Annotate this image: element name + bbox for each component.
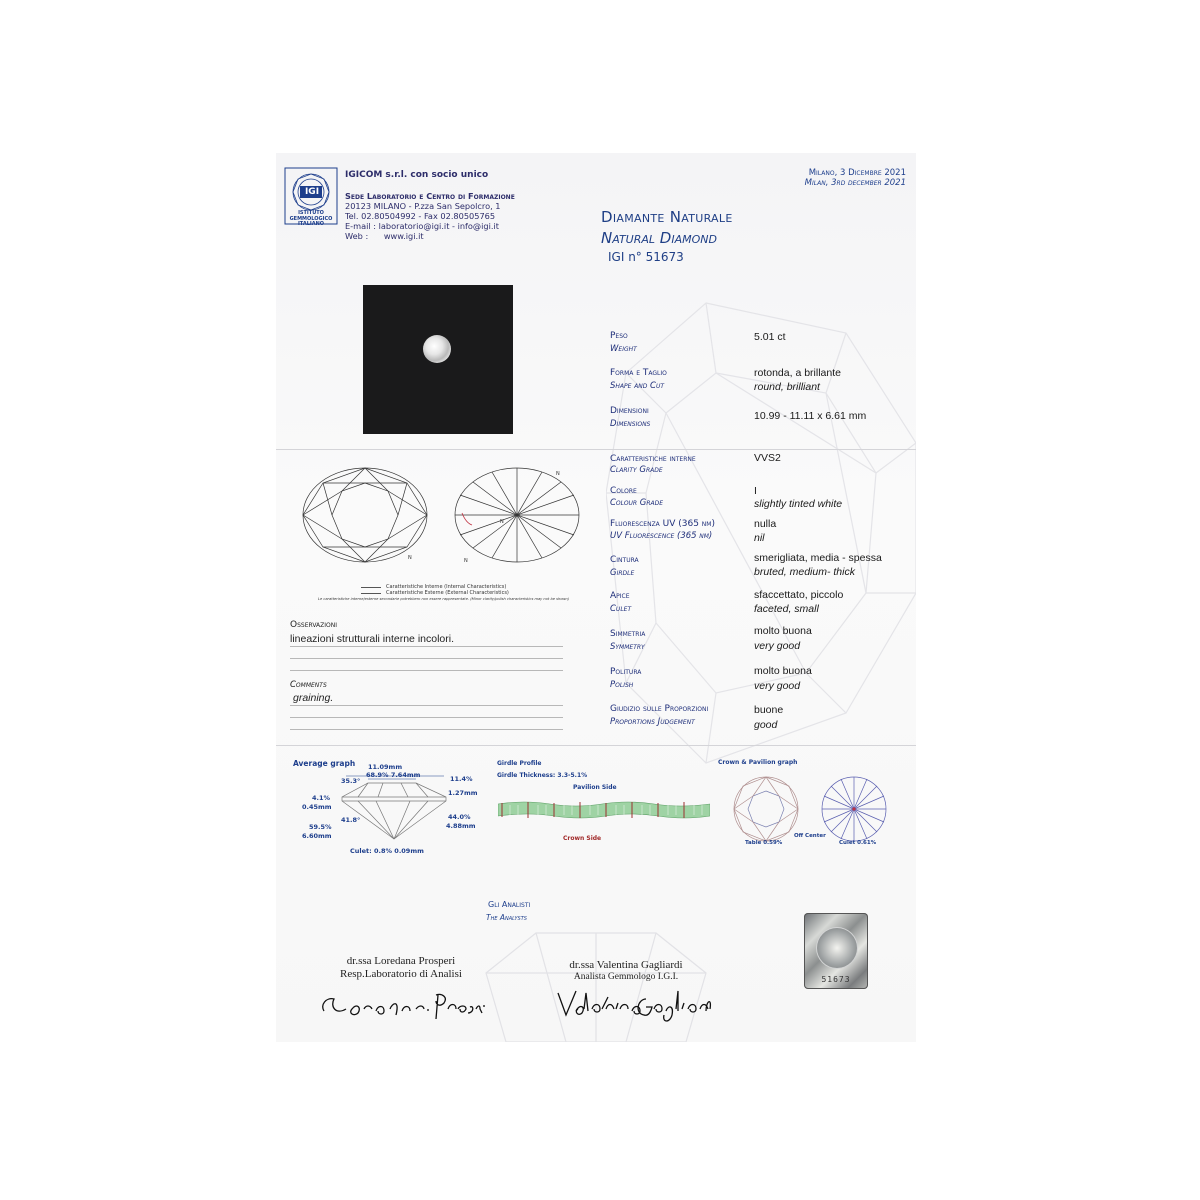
prop-symmetry-value-en: very good xyxy=(754,640,801,652)
title-en: Natural Diamond xyxy=(601,229,717,247)
avg-girdle-pct: 4.1% xyxy=(312,794,331,802)
girdle-thickness: Girdle Thickness: 3.3-5.1% xyxy=(497,772,588,779)
prop-proportions xyxy=(610,704,708,727)
prop-culet-value-it: sfaccettato, piccolo xyxy=(754,589,844,601)
legend-note: Le caratteristiche interne/esterne secondarie potrebbero non essere rappresentate. (Minor clarity/polish characteristics may not be shown) xyxy=(318,597,570,601)
plot-marker-n-1: N xyxy=(408,555,412,561)
legend-line-external xyxy=(361,593,381,594)
analyst-1-signature xyxy=(316,985,491,1023)
prop-proportions-value-it: buone xyxy=(754,704,784,716)
avg-crown-angle: 35.3° xyxy=(341,777,361,785)
diamond-stone-image xyxy=(423,335,451,363)
legend-line-internal xyxy=(361,587,381,588)
divider-1 xyxy=(276,449,916,450)
avg-pav-mm: 4.88mm xyxy=(446,822,476,830)
prop-clarity-value: VVS2 xyxy=(754,452,781,464)
prop-colour-value-en: slightly tinted white xyxy=(754,498,843,510)
issue-date-en: Milan, 3rd december 2021 xyxy=(804,178,906,188)
prop-dimensions xyxy=(610,406,650,429)
prop-clarity-label-it: Caratteristiche interne xyxy=(610,454,696,464)
prop-fluorescence xyxy=(610,519,715,541)
prop-shape-label-it: Forma e Taglio xyxy=(610,368,667,378)
lab-web: Web : www.igi.it xyxy=(345,231,424,241)
obs-line-2 xyxy=(290,658,563,659)
diamond-photo xyxy=(363,285,513,434)
igi-logo-text: IGI xyxy=(304,187,320,197)
avg-crown-mm: 1.27mm xyxy=(448,789,478,797)
avg-culet: Culet: 0.8% 0.09mm xyxy=(350,847,424,855)
plot-crown-view xyxy=(300,465,430,565)
avg-depth-mm: 6.60mm xyxy=(302,832,332,840)
prop-dimensions-label-it: Dimensioni xyxy=(610,406,649,416)
lab-email: E-mail : laboratorio@igi.it - info@igi.it xyxy=(345,221,499,231)
prop-colour xyxy=(610,486,663,508)
analyst-2 xyxy=(551,959,701,983)
prop-proportions-value-en: good xyxy=(754,719,778,731)
plot-marker-n-2: N xyxy=(556,471,560,477)
prop-proportions-label-en: Proportions Judgement xyxy=(610,717,695,727)
analyst-2-role: Analista Gemmologo I.G.I. xyxy=(573,972,679,982)
crown-pavilion-title: Crown & Pavilion graph xyxy=(718,759,798,766)
prop-girdle-label-en: Girdle xyxy=(610,568,635,578)
prop-colour-label-it: Colore xyxy=(610,486,637,496)
lab-address-heading: Sede Laboratorio e Centro di Formazione xyxy=(345,191,515,201)
prop-shape-value-it: rotonda, a brillante xyxy=(754,367,841,379)
security-hologram xyxy=(804,913,868,989)
prop-clarity-label-en: Clarity Grade xyxy=(610,465,663,475)
prop-fluorescence-value-en: nil xyxy=(754,532,765,544)
company-name: IGICOM s.r.l. con socio unico xyxy=(345,170,489,180)
prop-symmetry xyxy=(610,629,645,652)
girdle-profile-title: Girdle Profile xyxy=(497,760,542,767)
prop-polish-label-en: Polish xyxy=(610,680,634,690)
prop-girdle xyxy=(610,555,639,578)
prop-culet-label-it: Apice xyxy=(610,591,630,601)
prop-shape-label-en: Shape and Cut xyxy=(610,381,665,391)
hologram-seal xyxy=(816,927,858,969)
plot-marker-n-4: N xyxy=(464,558,468,564)
avg-crown-pct: 11.4% xyxy=(450,775,473,783)
prop-polish-label-it: Politura xyxy=(610,667,642,677)
comments-text: graining. xyxy=(293,692,334,704)
prop-shape-value-en: round, brilliant xyxy=(754,381,820,393)
crown-graph xyxy=(732,775,800,843)
prop-polish-value-en: very good xyxy=(754,680,801,692)
prop-symmetry-label-en: Symmetry xyxy=(610,642,645,652)
analyst-2-signature xyxy=(554,985,714,1025)
girdle-profile-band xyxy=(498,795,710,825)
legend-internal: Caratteristiche Interne (Internal Characteristics) xyxy=(386,584,507,590)
igi-number: IGI n° 51673 xyxy=(608,250,684,264)
obs-line-3 xyxy=(290,670,563,671)
observations-label: Osservazioni xyxy=(290,620,338,630)
com-line-1 xyxy=(290,705,563,706)
title-it: Diamante Naturale xyxy=(601,208,733,226)
prop-colour-value-it: I xyxy=(754,485,757,497)
prop-girdle-value-it: smerigliata, media - spessa xyxy=(754,552,882,564)
prop-fluorescence-label-it: Fluorescenza UV (365 nm) xyxy=(610,519,715,529)
prop-weight xyxy=(610,331,637,354)
avg-girdle-mm: 0.45mm xyxy=(302,803,332,811)
girdle-crown-side: Crown Side xyxy=(563,835,602,842)
prop-culet-value-en: faceted, small xyxy=(754,603,819,615)
hologram-number: 51673 xyxy=(821,975,851,984)
girdle-pavilion-side: Pavilion Side xyxy=(573,784,617,791)
prop-culet-label-en: Culet xyxy=(610,604,632,614)
analyst-1 xyxy=(316,955,486,981)
observations-text: lineazioni strutturali interne incolori. xyxy=(290,633,454,645)
plot-pavilion-view xyxy=(452,465,582,565)
avg-depth-pct: 59.5% xyxy=(309,823,332,831)
issue-date-it: Milano, 3 Dicembre 2021 xyxy=(808,168,906,178)
prop-girdle-label-it: Cintura xyxy=(610,555,639,565)
prop-girdle-value-en: bruted, medium- thick xyxy=(754,566,855,578)
prop-proportions-label-it: Giudizio sulle Proporzioni xyxy=(610,704,709,714)
comments-label: Comments xyxy=(290,680,327,690)
analyst-2-name: dr.ssa Valentina Gagliardi xyxy=(569,959,683,971)
obs-line-1 xyxy=(290,646,563,647)
analysts-title-it: Gli Analisti xyxy=(488,900,531,909)
avg-table: 68.9% 7.64mm xyxy=(366,771,421,779)
prop-weight-value: 5.01 ct xyxy=(754,331,786,343)
off-center-label: Off Center xyxy=(794,833,826,839)
analyst-1-role: Resp.Laboratorio di Analisi xyxy=(340,968,462,980)
prop-dimensions-value: 10.99 - 11.11 x 6.61 mm xyxy=(754,410,867,422)
prop-colour-label-en: Colour Grade xyxy=(610,498,664,508)
lab-address: 20123 MILANO - P.zza San Sepolcro, 1 xyxy=(345,201,501,211)
culet-offset-value: Culet 0.61% xyxy=(839,840,877,846)
com-line-3 xyxy=(290,729,563,730)
igi-logo-caption: ISTITUTO GEMMOLOGICO ITALIANO xyxy=(289,210,333,227)
igi-logo xyxy=(284,167,338,239)
avg-diameter: 11.09mm xyxy=(368,763,403,771)
certificate xyxy=(276,153,916,1042)
crown-table-value: Table 0.59% xyxy=(745,840,783,846)
avg-pav-pct: 44.0% xyxy=(448,813,471,821)
prop-polish xyxy=(610,667,641,690)
prop-weight-label-en: Weight xyxy=(610,344,637,354)
prop-shape xyxy=(610,368,667,391)
avg-pav-angle: 41.8° xyxy=(341,816,361,824)
prop-dimensions-label-en: Dimensions xyxy=(610,419,651,429)
prop-polish-value-it: molto buona xyxy=(754,665,812,677)
culet-mark xyxy=(852,807,855,810)
pavilion-graph xyxy=(820,775,888,843)
lab-phone: Tel. 02.80504992 - Fax 02.80505765 xyxy=(345,211,496,221)
com-line-2 xyxy=(290,717,563,718)
prop-weight-label-it: Peso xyxy=(610,331,628,341)
analyst-1-name: dr.ssa Loredana Prosperi xyxy=(346,955,456,967)
plot-marker-n-3: N xyxy=(500,519,504,525)
issue-date xyxy=(805,168,906,188)
analysts-title-en: The Analysts xyxy=(486,913,527,922)
prop-symmetry-value-it: molto buona xyxy=(754,625,812,637)
prop-fluorescence-value-it: nulla xyxy=(754,518,777,530)
prop-culet xyxy=(610,591,631,614)
prop-fluorescence-label-en: UV Fluorescence (365 nm) xyxy=(610,531,713,541)
average-graph-title: Average graph xyxy=(293,759,356,768)
prop-clarity xyxy=(610,454,696,475)
divider-2 xyxy=(276,745,916,746)
prop-symmetry-label-it: Simmetria xyxy=(610,629,646,639)
legend-external: Caratteristiche Esterne (External Characteristics) xyxy=(386,590,509,596)
